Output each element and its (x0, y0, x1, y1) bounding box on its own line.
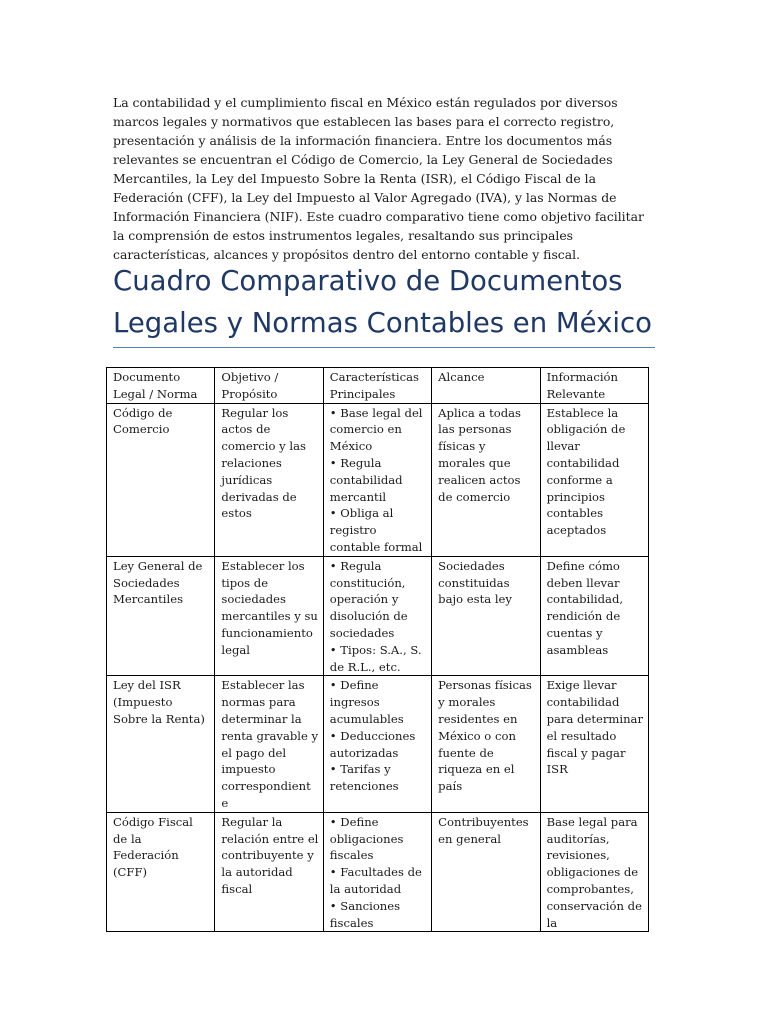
header-informacion: Información Relevante (540, 368, 648, 404)
caracteristica-item: • Define ingresos acumulables (329, 678, 404, 726)
caracteristica-item: • Deducciones autorizadas (329, 728, 416, 760)
page-title: Cuadro Comparativo de Documentos Legales y Normas Contables en México (113, 265, 652, 339)
cell-documento: Ley del ISR (Impuesto Sobre la Renta) (107, 676, 215, 812)
cell-informacion: Establece la obligación de llevar contabilidad conforme a principios contables aceptados (540, 403, 648, 556)
header-documento: Documento Legal / Norma (107, 368, 215, 404)
cell-caracteristicas (323, 556, 431, 676)
header-objetivo: Objetivo / Propósito (215, 368, 323, 404)
caracteristica-item: • Tipos: S.A., S. de R.L., etc. (329, 642, 422, 674)
header-alcance: Alcance (432, 368, 540, 404)
cell-informacion: Base legal para auditorías, revisiones, obligaciones de comprobantes, conservación de la (540, 812, 648, 932)
comparison-table (106, 367, 649, 932)
caracteristica-item: • Sanciones fiscales (329, 898, 401, 930)
cell-informacion: Exige llevar contabilidad para determinar el resultado fiscal y pagar ISR (540, 676, 648, 812)
caracteristica-item: • Regula contabilidad mercantil (329, 455, 403, 504)
cell-caracteristicas (323, 403, 431, 556)
cell-alcance: Contribuyentes en general (432, 812, 540, 932)
cell-documento: Código Fiscal de la Federación (CFF) (107, 812, 215, 932)
caracteristica-item: • Obliga al registro contable formal (329, 506, 423, 554)
cell-objetivo: Regular los actos de comercio y las relaciones jurídicas derivadas de estos (215, 403, 323, 556)
cell-alcance: Sociedades constituidas bajo esta ley (432, 556, 540, 676)
table-row (107, 403, 649, 556)
caracteristica-item: • Facultades de la autoridad (329, 865, 422, 896)
table-row (107, 556, 649, 676)
table-header-row (107, 368, 649, 404)
header-caracteristicas: Características Principales (323, 368, 431, 404)
cell-objetivo: Establecer los tipos de sociedades mercantiles y su funcionamiento legal (215, 556, 323, 676)
caracteristica-item: • Tarifas y retenciones (329, 762, 399, 794)
caracteristica-item: • Regula constitución, operación y disolución de sociedades (329, 558, 408, 640)
caracteristica-item: • Define obligaciones fiscales (329, 814, 404, 863)
cell-caracteristicas (323, 676, 431, 812)
table-row (107, 812, 649, 932)
cell-alcance: Personas físicas y morales residentes en México o con fuente de riqueza en el país (432, 676, 540, 812)
cell-informacion: Define cómo deben llevar contabilidad, rendición de cuentas y asambleas (540, 556, 648, 676)
title-underline (113, 347, 655, 348)
cell-objetivo: Establecer las normas para determinar la renta gravable y el pago del impuesto correspondient e (215, 676, 323, 812)
cell-objetivo: Regular la relación entre el contribuyente y la autoridad fiscal (215, 812, 323, 932)
caracteristica-item: • Base legal del comercio en México (329, 405, 423, 454)
table-row (107, 676, 649, 812)
intro-paragraph: La contabilidad y el cumplimiento fiscal en México están regulados por diversos marcos legales y normativos que establecen las bases para el correcto registro, presentación y análisis de la información financiera. Entre los documentos más relevantes se encuentran el Código de Comercio, la Ley General de Sociedades Mercantiles, la Ley del Impuesto Sobre la Renta (ISR), el Código Fiscal de la Federación (CFF), la Ley del Impuesto al Valor Agregado (IVA), y las Normas de Información Financiera (NIF). Este cuadro comparativo tiene como objetivo facilitar la comprensión de estos instrumentos legales, resaltando sus principales características, alcances y propósitos dentro del entorno contable y fiscal. (113, 95, 644, 262)
cell-documento: Código de Comercio (107, 403, 215, 556)
cell-documento: Ley General de Sociedades Mercantiles (107, 556, 215, 676)
cell-alcance: Aplica a todas las personas físicas y morales que realicen actos de comercio (432, 403, 540, 556)
cell-caracteristicas (323, 812, 431, 932)
